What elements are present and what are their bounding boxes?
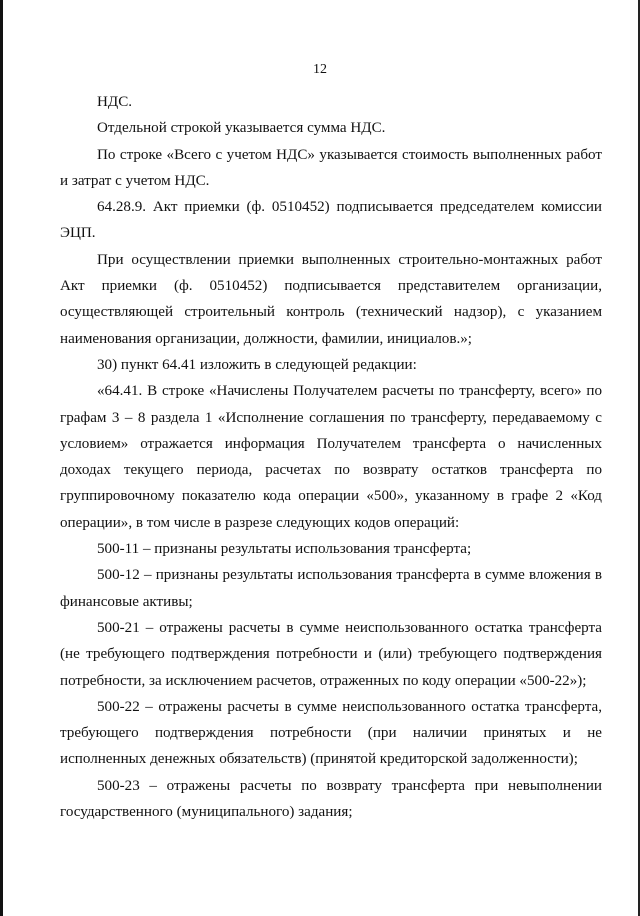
paragraph-acceptance: При осуществлении приемки выполненных строительно-монтажных работ Акт приемки (ф. 0510452) подписывается представителем организации, осуществляющей строительный контроль (технический надзор), с указанием наименования организации, должности, фамилии, инициалов.»; [60,251,602,347]
paragraph-code-500-11: 500-11 – признаны результаты использования трансферта; [97,541,472,558]
paragraph-code-500-21: 500-21 – отражены расчеты в сумме неиспользованного остатка трансферта (не требующего подтверждения потребности и (или) требующего подтверждения потребности, за исключением расчетов, отраженных по коду операции «500-22»); [60,619,602,689]
paragraph-total-with-vat: По строке «Всего с учетом НДС» указывается стоимость выполненных работ и затрат с учетом НДС. [60,146,602,189]
paragraph-code-500-23: 500-23 – отражены расчеты по возврату трансферта при невыполнении государственного (муниципального) задания; [60,777,602,821]
paragraph-vat: НДС. [97,94,133,110]
paragraph-code-500-12: 500-12 – признаны результаты использования трансферта в сумме вложения в финансовые активы; [60,567,602,610]
paragraph-code-500-22: 500-22 – отражены расчеты в сумме неиспользованного остатка трансферта, требующего подтверждения потребности (при наличии принятых и не исполненных денежных обязательств) (принятой кредиторской задолженности); [60,698,602,768]
paragraph-vat-separate-line: Отдельной строкой указывается сумма НДС. [97,120,386,137]
paragraph-64-41: «64.41. В строке «Начислены Получателем расчеты по трансферту, всего» по графам 3 – 8 раздела 1 «Исполнение соглашения по трансферту, передаваемому с условием» отражается информация Получателем трансферта о начисленных доходах текущего периода, расчетах по возврату остатков трансферта по группировочному показателю кода операции «500», указанному в графе 2 «Код операции», в том числе в разрезе следующих кодов операций: [60,383,602,531]
document-body [60,89,602,825]
page-number: 12 [313,62,327,77]
scan-left-edge [0,0,3,916]
paragraph-item-30: 30) пункт 64.41 изложить в следующей редакции: [97,356,417,373]
paragraph-64-28-9: 64.28.9. Акт приемки (ф. 0510452) подписывается председателем комиссии ЭЦП. [60,199,602,242]
